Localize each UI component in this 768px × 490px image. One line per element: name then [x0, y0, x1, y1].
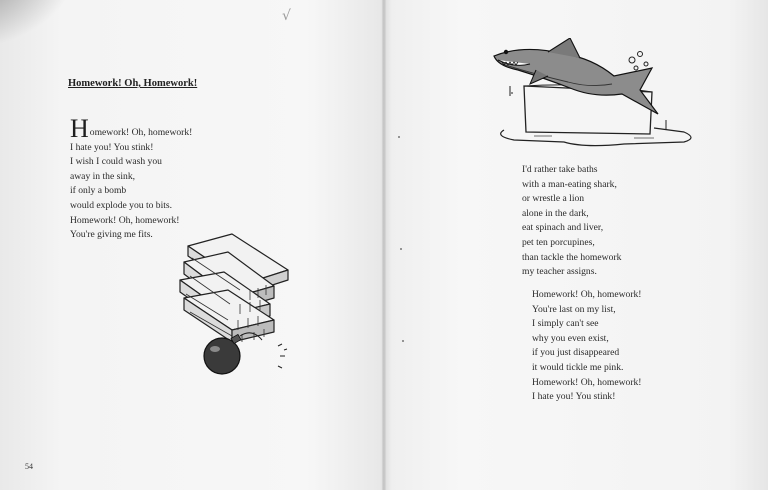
poem-right-stanza-1	[522, 163, 621, 280]
poem-line: or wrestle a lion	[522, 193, 585, 205]
poem-line: Homework! Oh, homework!	[532, 376, 642, 388]
poem-line: would explode you to bits.	[70, 199, 173, 211]
poem-title: Homework! Oh, Homework!	[68, 78, 198, 89]
poem-line: if only a bomb	[70, 185, 127, 197]
poem-line: I simply can't see	[532, 318, 599, 330]
poem-line: why you even exist,	[532, 332, 609, 344]
poem-line: Homework! Oh, homework!	[532, 289, 642, 300]
poem-line	[70, 114, 193, 143]
poem-line: You're giving me fits.	[70, 229, 153, 241]
poem-line: if you just disappeared	[532, 347, 620, 359]
paper-speck	[400, 248, 402, 250]
poem-line: I hate you! You stink!	[70, 141, 154, 153]
poem-line: You're last on my list,	[532, 303, 616, 315]
poem-left-stanza	[70, 114, 193, 243]
paper-speck	[402, 340, 404, 342]
pencil-checkmark: √	[282, 8, 291, 24]
poem-line: pet ten porcupines,	[522, 236, 595, 248]
poem-line: I'd rather take baths	[522, 164, 598, 175]
poem-right-stanza-2	[532, 288, 642, 405]
right-page	[384, 0, 768, 490]
poem-line: away in the sink,	[70, 170, 136, 182]
poem-line: Homework! Oh, homework!	[70, 214, 180, 226]
poem-line: my teacher assigns.	[522, 266, 597, 278]
first-line-text: omework! Oh, homework!	[89, 127, 193, 138]
page-number: 54	[25, 462, 33, 471]
shark-in-bathtub-illustration	[484, 38, 709, 158]
poem-line: with a man-eating shark,	[522, 178, 617, 190]
poem-line: I wish I could wash you	[70, 156, 162, 168]
poem-line: it would tickle me pink.	[532, 361, 624, 373]
poem-line: alone in the dark,	[522, 207, 589, 219]
poem-line: eat spinach and liver,	[522, 222, 604, 234]
poem-line: I hate you! You stink!	[532, 391, 616, 403]
poem-line: than tackle the homework	[522, 251, 622, 263]
paper-speck	[398, 136, 400, 138]
drop-cap: H	[70, 114, 89, 143]
books-and-bomb-illustration	[170, 228, 300, 388]
